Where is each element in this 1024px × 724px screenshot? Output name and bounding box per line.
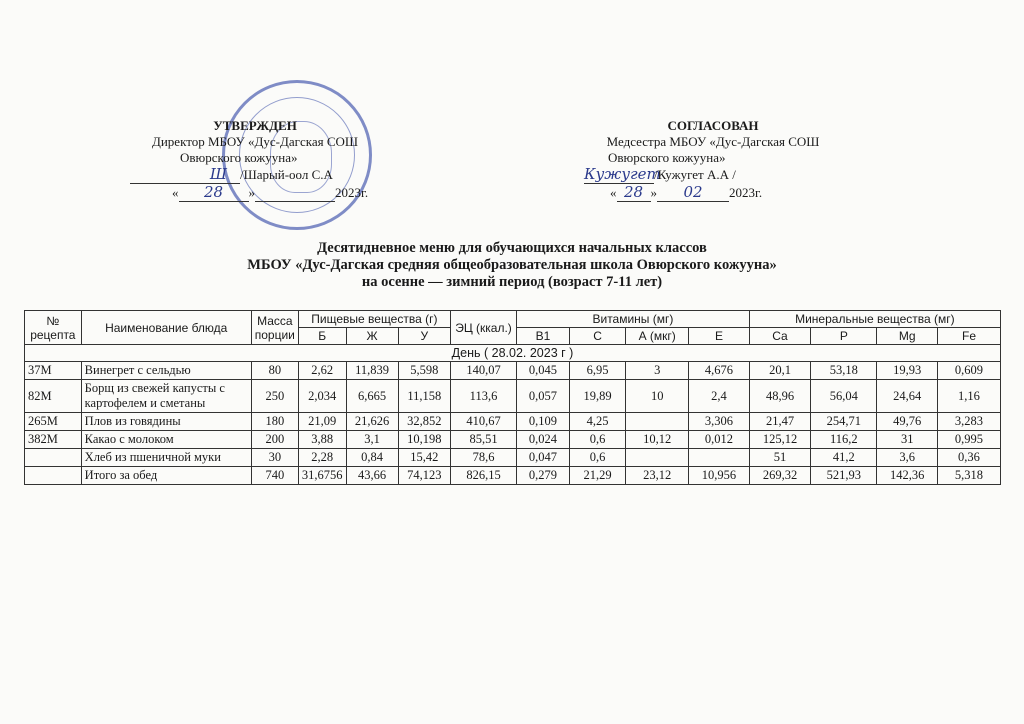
cell-c: 4,25: [569, 413, 625, 431]
cell-mg: 3,6: [877, 449, 938, 467]
agreement-block: [578, 118, 848, 202]
approval-line2: Овюрского кожууна»: [180, 150, 298, 165]
cell-b: 2,28: [298, 449, 346, 467]
cell-fe: 1,16: [937, 380, 1000, 413]
cell-name: Итого за обед: [81, 467, 251, 485]
cell-zh: 6,665: [346, 380, 398, 413]
subheader-e: Е: [689, 328, 750, 345]
cell-a: [626, 449, 689, 467]
cell-b: 2,62: [298, 362, 346, 380]
header-energy: ЭЦ (ккал.): [450, 311, 516, 345]
cell-mass: 740: [251, 467, 298, 485]
approval-block: [130, 118, 380, 202]
heading-line3: на осенне — зимний период (возраст 7-11 лет): [361, 274, 663, 290]
cell-b1: 0,109: [517, 413, 570, 431]
cell-code: 37М: [25, 362, 82, 380]
heading-line2: МБОУ «Дус-Дагская средняя общеобразовательная школа Овюрского кожууна»: [247, 257, 777, 273]
cell-fe: 0,36: [937, 449, 1000, 467]
menu-heading: [0, 240, 1024, 291]
cell-a: 23,12: [626, 467, 689, 485]
cell-c: 19,89: [569, 380, 625, 413]
cell-e: [689, 449, 750, 467]
cell-ec: 85,51: [450, 431, 516, 449]
cell-ca: 21,47: [749, 413, 811, 431]
cell-a: 3: [626, 362, 689, 380]
subheader-fe: Fe: [937, 328, 1000, 345]
cell-b: 2,034: [298, 380, 346, 413]
header-dish: Наименование блюда: [81, 311, 251, 345]
cell-u: 15,42: [398, 449, 450, 467]
cell-mass: 200: [251, 431, 298, 449]
cell-code: [25, 449, 82, 467]
cell-mg: 142,36: [877, 467, 938, 485]
heading-line1: Десятидневное меню для обучающихся начальных классов: [317, 240, 707, 256]
cell-ec: 410,67: [450, 413, 516, 431]
cell-mg: 49,76: [877, 413, 938, 431]
subheader-a: А (мкг): [626, 328, 689, 345]
agreement-signature: Кужугет: [584, 165, 661, 183]
cell-p: 41,2: [811, 449, 877, 467]
cell-a: [626, 413, 689, 431]
cell-name: Какао с молоком: [81, 431, 251, 449]
agreement-line2: Овюрского кожууна»: [608, 150, 726, 165]
cell-name: Борщ из свежей капусты с картофелем и сметаны: [81, 380, 251, 413]
cell-e: 4,676: [689, 362, 750, 380]
agreement-date-day: 28: [623, 183, 644, 201]
cell-u: 10,198: [398, 431, 450, 449]
cell-ca: 20,1: [749, 362, 811, 380]
cell-zh: 21,626: [346, 413, 398, 431]
cell-p: 116,2: [811, 431, 877, 449]
cell-c: 6,95: [569, 362, 625, 380]
cell-fe: 5,318: [937, 467, 1000, 485]
cell-p: 254,71: [811, 413, 877, 431]
agreement-line1: Медсестра МБОУ «Дус-Дагская СОШ: [606, 134, 820, 149]
cell-u: 32,852: [398, 413, 450, 431]
approval-signature-line: [130, 166, 380, 184]
cell-p: 521,93: [811, 467, 877, 485]
cell-mass: 180: [251, 413, 298, 431]
total-row: [25, 467, 1001, 485]
cell-mg: 31: [877, 431, 938, 449]
cell-e: 2,4: [689, 380, 750, 413]
subheader-zh: Ж: [346, 328, 398, 345]
subheader-b1: В1: [517, 328, 570, 345]
cell-b: 31,6756: [298, 467, 346, 485]
cell-zh: 11,839: [346, 362, 398, 380]
cell-a: 10,12: [626, 431, 689, 449]
table-row: [25, 431, 1001, 449]
cell-ca: 269,32: [749, 467, 811, 485]
header-mass: Масса порции: [251, 311, 298, 345]
cell-b1: 0,047: [517, 449, 570, 467]
table-header-row: [25, 311, 1001, 328]
agreement-signature-line: [578, 166, 848, 184]
day-label: День ( 28.02. 2023 г ): [25, 345, 1001, 362]
table-row: [25, 380, 1001, 413]
cell-u: 5,598: [398, 362, 450, 380]
header-recipe: № рецепта: [25, 311, 82, 345]
cell-fe: 3,283: [937, 413, 1000, 431]
cell-code: [25, 467, 82, 485]
cell-code: 265М: [25, 413, 82, 431]
approval-date: « 28 » 2023г.: [172, 183, 369, 201]
cell-b1: 0,279: [517, 467, 570, 485]
agreement-signer: /Кужугет А.А /: [654, 167, 736, 182]
cell-ec: 140,07: [450, 362, 516, 380]
cell-e: 10,956: [689, 467, 750, 485]
cell-e: 0,012: [689, 431, 750, 449]
cell-name: Плов из говядины: [81, 413, 251, 431]
cell-ca: 48,96: [749, 380, 811, 413]
cell-mass: 80: [251, 362, 298, 380]
cell-zh: 3,1: [346, 431, 398, 449]
cell-ca: 51: [749, 449, 811, 467]
cell-c: 0,6: [569, 449, 625, 467]
cell-zh: 0,84: [346, 449, 398, 467]
approval-signer: /Шарый-оол С.А: [240, 167, 333, 182]
subheader-c: С: [569, 328, 625, 345]
cell-b: 21,09: [298, 413, 346, 431]
cell-ec: 78,6: [450, 449, 516, 467]
header-nutrients: Пищевые вещества (г): [298, 311, 450, 328]
agreement-date-year: 2023г.: [729, 185, 763, 200]
approval-date-year: 2023г.: [335, 185, 369, 200]
cell-mass: 30: [251, 449, 298, 467]
agreement-title: СОГЛАСОВАН: [667, 118, 759, 133]
cell-a: 10: [626, 380, 689, 413]
subheader-mg: Mg: [877, 328, 938, 345]
cell-u: 11,158: [398, 380, 450, 413]
cell-mass: 250: [251, 380, 298, 413]
subheader-ca: Са: [749, 328, 811, 345]
cell-ec: 826,15: [450, 467, 516, 485]
cell-mg: 24,64: [877, 380, 938, 413]
menu-table: [24, 310, 1001, 485]
cell-name: Хлеб из пшеничной муки: [81, 449, 251, 467]
subheader-p: Р: [811, 328, 877, 345]
cell-b1: 0,024: [517, 431, 570, 449]
table-row: [25, 449, 1001, 467]
cell-zh: 43,66: [346, 467, 398, 485]
table-row: [25, 413, 1001, 431]
cell-ec: 113,6: [450, 380, 516, 413]
cell-ca: 125,12: [749, 431, 811, 449]
cell-p: 56,04: [811, 380, 877, 413]
approval-signature: Ш: [209, 165, 227, 183]
cell-code: 82М: [25, 380, 82, 413]
subheader-u: У: [398, 328, 450, 345]
agreement-date-month: 02: [683, 183, 703, 201]
header-minerals: Минеральные вещества (мг): [749, 311, 1000, 328]
cell-c: 0,6: [569, 431, 625, 449]
cell-p: 53,18: [811, 362, 877, 380]
day-row: [25, 345, 1001, 362]
header-vitamins: Витамины (мг): [517, 311, 750, 328]
cell-code: 382М: [25, 431, 82, 449]
cell-fe: 0,995: [937, 431, 1000, 449]
approval-date-day: 28: [203, 183, 224, 201]
approval-title: УТВЕРЖДЕН: [213, 118, 297, 133]
cell-b1: 0,057: [517, 380, 570, 413]
agreement-date: « 28 » 02 2023г.: [610, 183, 763, 201]
cell-name: Винегрет с сельдью: [81, 362, 251, 380]
approval-line1: Директор МБОУ «Дус-Дагская СОШ: [151, 134, 359, 149]
cell-e: 3,306: [689, 413, 750, 431]
cell-c: 21,29: [569, 467, 625, 485]
cell-u: 74,123: [398, 467, 450, 485]
subheader-b: Б: [298, 328, 346, 345]
table-row: [25, 362, 1001, 380]
cell-mg: 19,93: [877, 362, 938, 380]
cell-b1: 0,045: [517, 362, 570, 380]
cell-fe: 0,609: [937, 362, 1000, 380]
cell-b: 3,88: [298, 431, 346, 449]
